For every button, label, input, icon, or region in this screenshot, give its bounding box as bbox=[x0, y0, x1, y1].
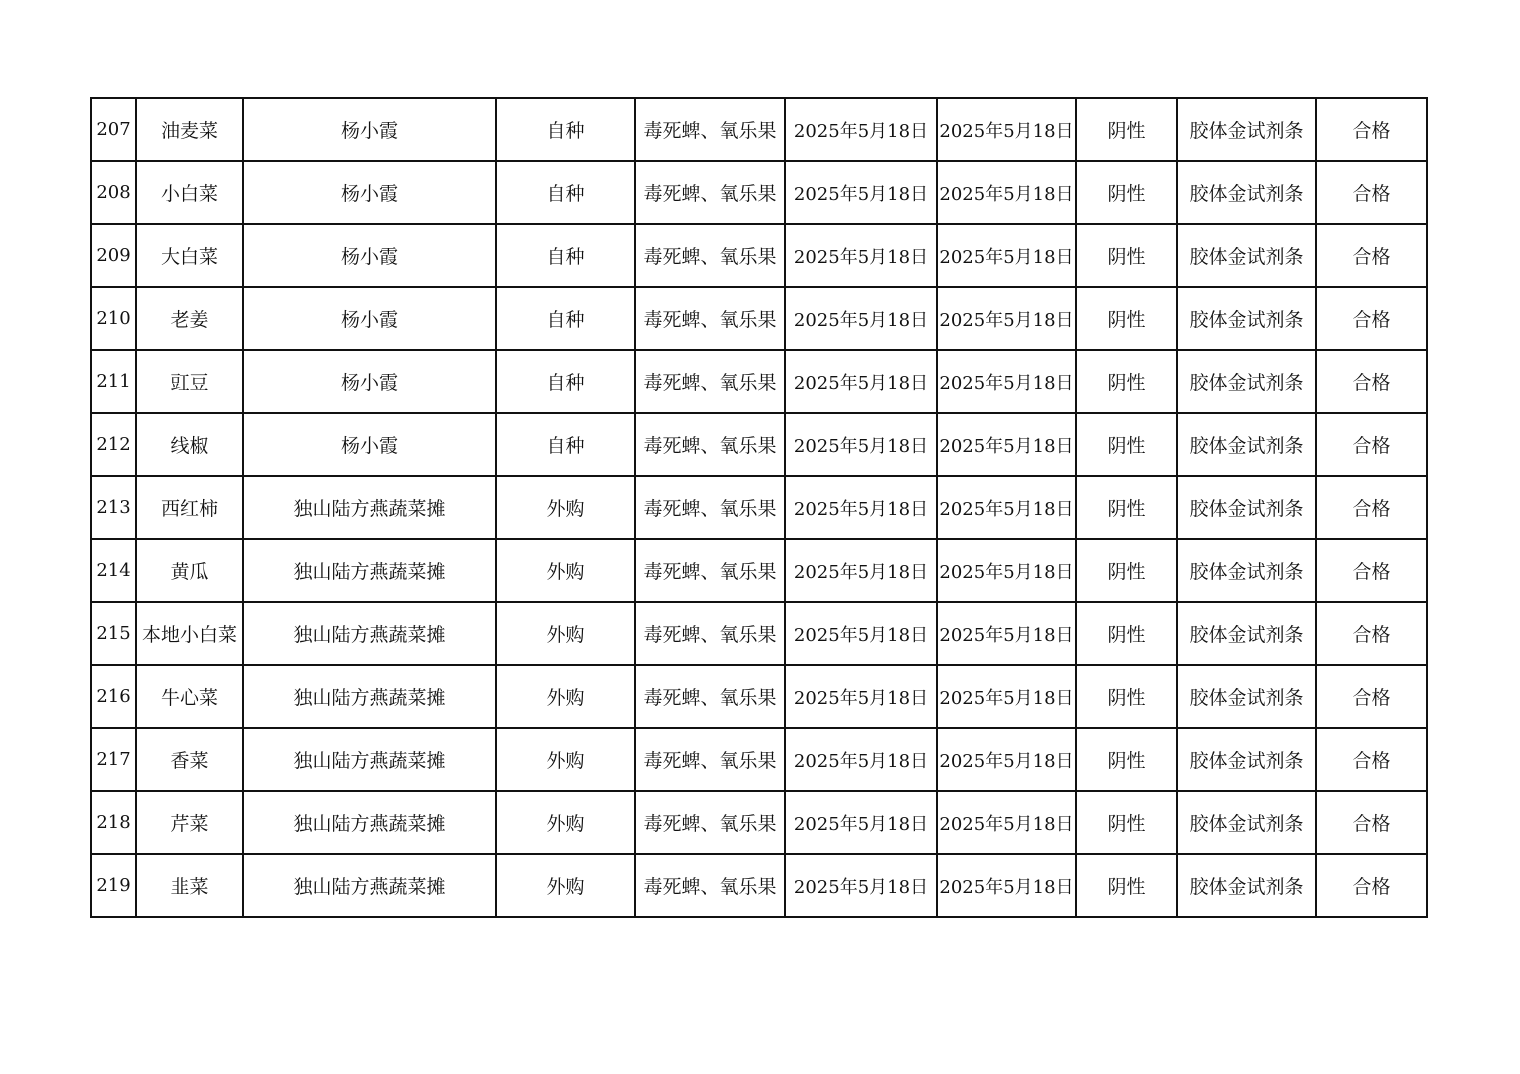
cell-test-date: 2025年5月18日 bbox=[937, 98, 1076, 161]
cell-conclusion: 合格 bbox=[1316, 602, 1427, 665]
cell-test-date: 2025年5月18日 bbox=[937, 539, 1076, 602]
cell-purchase-date: 2025年5月18日 bbox=[785, 791, 937, 854]
cell-purchase-date: 2025年5月18日 bbox=[785, 665, 937, 728]
cell-test-method: 胶体金试剂条 bbox=[1177, 413, 1316, 476]
cell-seq-number: 218 bbox=[91, 791, 136, 854]
cell-conclusion: 合格 bbox=[1316, 854, 1427, 917]
cell-vegetable-name: 黄瓜 bbox=[136, 539, 243, 602]
cell-test-method: 胶体金试剂条 bbox=[1177, 98, 1316, 161]
cell-test-method: 胶体金试剂条 bbox=[1177, 350, 1316, 413]
table-row bbox=[91, 728, 1427, 791]
cell-vegetable-name: 芹菜 bbox=[136, 791, 243, 854]
cell-result: 阴性 bbox=[1076, 854, 1177, 917]
cell-test-items: 毒死蜱、氧乐果 bbox=[635, 728, 785, 791]
cell-conclusion: 合格 bbox=[1316, 791, 1427, 854]
cell-source: 自种 bbox=[496, 161, 635, 224]
cell-result: 阴性 bbox=[1076, 224, 1177, 287]
cell-seq-number: 211 bbox=[91, 350, 136, 413]
cell-source: 外购 bbox=[496, 665, 635, 728]
cell-vendor: 独山陆方燕蔬菜摊 bbox=[243, 854, 496, 917]
cell-test-method: 胶体金试剂条 bbox=[1177, 728, 1316, 791]
cell-test-items: 毒死蜱、氧乐果 bbox=[635, 854, 785, 917]
cell-purchase-date: 2025年5月18日 bbox=[785, 350, 937, 413]
cell-seq-number: 208 bbox=[91, 161, 136, 224]
cell-test-method: 胶体金试剂条 bbox=[1177, 602, 1316, 665]
cell-vendor: 独山陆方燕蔬菜摊 bbox=[243, 539, 496, 602]
cell-seq-number: 216 bbox=[91, 665, 136, 728]
cell-vendor: 独山陆方燕蔬菜摊 bbox=[243, 476, 496, 539]
cell-test-date: 2025年5月18日 bbox=[937, 350, 1076, 413]
cell-test-items: 毒死蜱、氧乐果 bbox=[635, 602, 785, 665]
cell-vegetable-name: 西红柿 bbox=[136, 476, 243, 539]
cell-test-method: 胶体金试剂条 bbox=[1177, 854, 1316, 917]
cell-vegetable-name: 大白菜 bbox=[136, 224, 243, 287]
cell-test-items: 毒死蜱、氧乐果 bbox=[635, 350, 785, 413]
cell-vendor: 杨小霞 bbox=[243, 350, 496, 413]
cell-test-method: 胶体金试剂条 bbox=[1177, 791, 1316, 854]
cell-seq-number: 207 bbox=[91, 98, 136, 161]
cell-purchase-date: 2025年5月18日 bbox=[785, 287, 937, 350]
cell-result: 阴性 bbox=[1076, 602, 1177, 665]
cell-source: 外购 bbox=[496, 728, 635, 791]
table-row bbox=[91, 287, 1427, 350]
cell-purchase-date: 2025年5月18日 bbox=[785, 224, 937, 287]
cell-vegetable-name: 小白菜 bbox=[136, 161, 243, 224]
cell-vendor: 杨小霞 bbox=[243, 98, 496, 161]
cell-conclusion: 合格 bbox=[1316, 413, 1427, 476]
cell-vegetable-name: 香菜 bbox=[136, 728, 243, 791]
cell-test-method: 胶体金试剂条 bbox=[1177, 539, 1316, 602]
cell-vendor: 杨小霞 bbox=[243, 413, 496, 476]
cell-test-date: 2025年5月18日 bbox=[937, 602, 1076, 665]
cell-vegetable-name: 牛心菜 bbox=[136, 665, 243, 728]
cell-test-method: 胶体金试剂条 bbox=[1177, 224, 1316, 287]
cell-vegetable-name: 韭菜 bbox=[136, 854, 243, 917]
cell-conclusion: 合格 bbox=[1316, 161, 1427, 224]
cell-test-date: 2025年5月18日 bbox=[937, 665, 1076, 728]
cell-test-date: 2025年5月18日 bbox=[937, 161, 1076, 224]
cell-result: 阴性 bbox=[1076, 728, 1177, 791]
cell-source: 外购 bbox=[496, 539, 635, 602]
cell-test-items: 毒死蜱、氧乐果 bbox=[635, 224, 785, 287]
table-row bbox=[91, 161, 1427, 224]
cell-test-items: 毒死蜱、氧乐果 bbox=[635, 539, 785, 602]
cell-result: 阴性 bbox=[1076, 539, 1177, 602]
cell-test-date: 2025年5月18日 bbox=[937, 287, 1076, 350]
cell-source: 外购 bbox=[496, 791, 635, 854]
cell-test-date: 2025年5月18日 bbox=[937, 728, 1076, 791]
cell-purchase-date: 2025年5月18日 bbox=[785, 854, 937, 917]
cell-seq-number: 213 bbox=[91, 476, 136, 539]
cell-vegetable-name: 油麦菜 bbox=[136, 98, 243, 161]
table-row bbox=[91, 665, 1427, 728]
cell-result: 阴性 bbox=[1076, 161, 1177, 224]
cell-test-date: 2025年5月18日 bbox=[937, 476, 1076, 539]
cell-source: 自种 bbox=[496, 350, 635, 413]
cell-vendor: 独山陆方燕蔬菜摊 bbox=[243, 602, 496, 665]
table-row bbox=[91, 350, 1427, 413]
cell-seq-number: 219 bbox=[91, 854, 136, 917]
cell-test-items: 毒死蜱、氧乐果 bbox=[635, 287, 785, 350]
cell-source: 外购 bbox=[496, 476, 635, 539]
cell-purchase-date: 2025年5月18日 bbox=[785, 413, 937, 476]
table-row bbox=[91, 224, 1427, 287]
cell-conclusion: 合格 bbox=[1316, 287, 1427, 350]
table-row bbox=[91, 854, 1427, 917]
table-row bbox=[91, 791, 1427, 854]
table-row bbox=[91, 413, 1427, 476]
cell-vegetable-name: 本地小白菜 bbox=[136, 602, 243, 665]
cell-test-method: 胶体金试剂条 bbox=[1177, 476, 1316, 539]
cell-conclusion: 合格 bbox=[1316, 224, 1427, 287]
cell-source: 自种 bbox=[496, 224, 635, 287]
cell-purchase-date: 2025年5月18日 bbox=[785, 728, 937, 791]
cell-test-method: 胶体金试剂条 bbox=[1177, 287, 1316, 350]
cell-result: 阴性 bbox=[1076, 98, 1177, 161]
table-row bbox=[91, 539, 1427, 602]
cell-vendor: 独山陆方燕蔬菜摊 bbox=[243, 665, 496, 728]
cell-conclusion: 合格 bbox=[1316, 665, 1427, 728]
cell-test-items: 毒死蜱、氧乐果 bbox=[635, 413, 785, 476]
cell-test-items: 毒死蜱、氧乐果 bbox=[635, 665, 785, 728]
cell-purchase-date: 2025年5月18日 bbox=[785, 98, 937, 161]
cell-test-items: 毒死蜱、氧乐果 bbox=[635, 476, 785, 539]
inspection-table bbox=[90, 97, 1428, 918]
cell-vendor: 杨小霞 bbox=[243, 224, 496, 287]
cell-source: 自种 bbox=[496, 98, 635, 161]
cell-source: 外购 bbox=[496, 602, 635, 665]
table-row bbox=[91, 476, 1427, 539]
cell-source: 自种 bbox=[496, 413, 635, 476]
cell-source: 自种 bbox=[496, 287, 635, 350]
cell-conclusion: 合格 bbox=[1316, 476, 1427, 539]
cell-vegetable-name: 豇豆 bbox=[136, 350, 243, 413]
cell-seq-number: 212 bbox=[91, 413, 136, 476]
cell-result: 阴性 bbox=[1076, 476, 1177, 539]
cell-test-items: 毒死蜱、氧乐果 bbox=[635, 791, 785, 854]
cell-seq-number: 214 bbox=[91, 539, 136, 602]
cell-source: 外购 bbox=[496, 854, 635, 917]
cell-result: 阴性 bbox=[1076, 287, 1177, 350]
cell-purchase-date: 2025年5月18日 bbox=[785, 602, 937, 665]
cell-seq-number: 209 bbox=[91, 224, 136, 287]
table-row bbox=[91, 98, 1427, 161]
cell-conclusion: 合格 bbox=[1316, 350, 1427, 413]
cell-test-date: 2025年5月18日 bbox=[937, 791, 1076, 854]
cell-result: 阴性 bbox=[1076, 665, 1177, 728]
cell-result: 阴性 bbox=[1076, 350, 1177, 413]
cell-test-date: 2025年5月18日 bbox=[937, 854, 1076, 917]
cell-purchase-date: 2025年5月18日 bbox=[785, 161, 937, 224]
cell-vegetable-name: 老姜 bbox=[136, 287, 243, 350]
cell-vegetable-name: 线椒 bbox=[136, 413, 243, 476]
cell-conclusion: 合格 bbox=[1316, 728, 1427, 791]
cell-seq-number: 215 bbox=[91, 602, 136, 665]
cell-conclusion: 合格 bbox=[1316, 539, 1427, 602]
cell-test-items: 毒死蜱、氧乐果 bbox=[635, 98, 785, 161]
cell-test-date: 2025年5月18日 bbox=[937, 224, 1076, 287]
cell-vendor: 独山陆方燕蔬菜摊 bbox=[243, 728, 496, 791]
cell-result: 阴性 bbox=[1076, 791, 1177, 854]
cell-test-method: 胶体金试剂条 bbox=[1177, 665, 1316, 728]
cell-test-method: 胶体金试剂条 bbox=[1177, 161, 1316, 224]
cell-test-items: 毒死蜱、氧乐果 bbox=[635, 161, 785, 224]
cell-vendor: 独山陆方燕蔬菜摊 bbox=[243, 791, 496, 854]
table-body bbox=[91, 98, 1427, 917]
cell-seq-number: 210 bbox=[91, 287, 136, 350]
cell-seq-number: 217 bbox=[91, 728, 136, 791]
cell-purchase-date: 2025年5月18日 bbox=[785, 539, 937, 602]
cell-vendor: 杨小霞 bbox=[243, 161, 496, 224]
cell-conclusion: 合格 bbox=[1316, 98, 1427, 161]
cell-result: 阴性 bbox=[1076, 413, 1177, 476]
cell-vendor: 杨小霞 bbox=[243, 287, 496, 350]
table-row bbox=[91, 602, 1427, 665]
cell-purchase-date: 2025年5月18日 bbox=[785, 476, 937, 539]
cell-test-date: 2025年5月18日 bbox=[937, 413, 1076, 476]
